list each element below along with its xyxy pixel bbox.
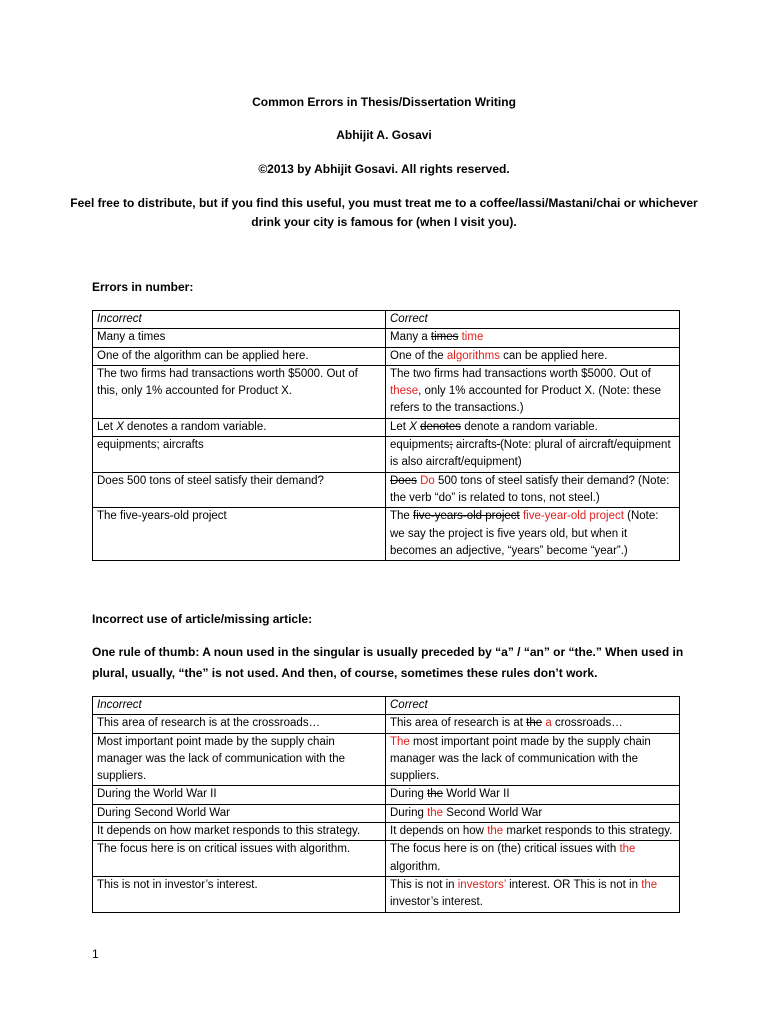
table-row xyxy=(93,733,680,786)
correct-text: The xyxy=(390,510,414,523)
correct-text: can be applied here. xyxy=(499,349,608,362)
correction-highlight: investors’ xyxy=(457,878,506,891)
correct-cell xyxy=(386,347,680,365)
incorrect-cell: Most important point made by the supply chain manager was the lack of communication with the suppliers. xyxy=(93,733,386,786)
correct-cell xyxy=(386,841,680,877)
incorrect-cell: Many a times xyxy=(93,329,386,347)
correct-text: most important point made by the supply chain manager was the lack of communication with the suppliers. xyxy=(390,735,651,783)
incorrect-text: denotes a random variable. xyxy=(123,420,267,433)
correct-cell xyxy=(386,733,680,786)
correct-text: World War II xyxy=(443,788,510,801)
correct-text: This area of research is at xyxy=(390,717,527,730)
correction-highlight: the xyxy=(427,806,444,819)
correction-highlight: Do xyxy=(420,474,435,487)
section-heading-article: Incorrect use of article/missing article: xyxy=(92,612,313,626)
table-row xyxy=(93,347,680,365)
incorrect-cell: One of the algorithm can be applied here. xyxy=(93,347,386,365)
article-errors-table xyxy=(92,696,680,913)
table-row xyxy=(93,715,680,733)
correction-highlight: the xyxy=(487,825,504,838)
struck-text: Does xyxy=(390,474,417,487)
correct-cell xyxy=(386,876,680,912)
correct-text: During xyxy=(390,806,428,819)
variable-text: X xyxy=(409,420,417,433)
table-row xyxy=(93,876,680,912)
correct-text: Let xyxy=(390,420,410,433)
correction-highlight: five-year-old project xyxy=(522,510,624,523)
table-header-row xyxy=(93,311,680,329)
column-header-correct: Correct xyxy=(386,697,680,715)
correction-highlight: the xyxy=(641,878,658,891)
correction-highlight: the xyxy=(619,843,636,856)
correct-cell xyxy=(386,508,680,561)
correct-text: Many a xyxy=(390,331,431,344)
correct-text: The focus here is on (the) critical issues with xyxy=(390,843,620,856)
incorrect-cell: The focus here is on critical issues with algorithm. xyxy=(93,841,386,877)
correct-cell xyxy=(386,804,680,822)
correct-cell xyxy=(386,329,680,347)
correct-text: , only 1% accounted for Product X. (Note: these refers to the transactions.) xyxy=(390,385,662,415)
incorrect-cell: Does 500 tons of steel satisfy their demand? xyxy=(93,472,386,508)
incorrect-cell: During the World War II xyxy=(93,786,386,804)
column-header-incorrect: Incorrect xyxy=(93,311,386,329)
incorrect-cell: It depends on how market responds to this strategy. xyxy=(93,823,386,841)
table-row xyxy=(93,841,680,877)
correct-text: market responds to this strategy. xyxy=(503,825,673,838)
correct-cell xyxy=(386,472,680,508)
distribution-note: Feel free to distribute, but if you find this useful, you must treat me to a coffee/lassi/Mastani/chai or whichever drink your city is famous for (when I visit you). xyxy=(70,196,698,229)
correct-text: crossroads… xyxy=(551,717,623,730)
table-row xyxy=(93,365,680,418)
table-row xyxy=(93,437,680,473)
correction-highlight: The xyxy=(390,735,410,748)
struck-text: the xyxy=(526,717,543,730)
page-number: 1 xyxy=(92,947,99,961)
correct-text: (Note: we say the project is five years old, but when it becomes an adjective, “years” become “year”.) xyxy=(390,510,659,557)
table-row xyxy=(93,508,680,561)
correct-text: interest. OR This is not in xyxy=(505,878,642,891)
column-header-incorrect: Incorrect xyxy=(93,697,386,715)
column-header-correct: Correct xyxy=(386,311,680,329)
correction-highlight: time xyxy=(461,331,484,344)
document-title: Common Errors in Thesis/Dissertation Writing xyxy=(252,95,516,109)
correct-cell xyxy=(386,823,680,841)
incorrect-cell: This area of research is at the crossroads… xyxy=(93,715,386,733)
incorrect-cell: equipments; aircrafts xyxy=(93,437,386,473)
correct-text: investor’s interest. xyxy=(390,896,483,909)
correct-cell xyxy=(386,437,680,473)
table-row xyxy=(93,418,680,436)
correct-text: One of the xyxy=(390,349,447,362)
struck-text: five-years-old project xyxy=(413,510,520,523)
incorrect-cell: The two firms had transactions worth $5000. Out of this, only 1% accounted for Product X. xyxy=(93,365,386,418)
table-row xyxy=(93,823,680,841)
correct-text: aircrafts xyxy=(452,439,497,452)
correct-text: (Note: plural of aircraft/equipment is also aircraft/equipment) xyxy=(390,439,671,469)
table-row xyxy=(93,786,680,804)
rule-of-thumb: One rule of thumb: A noun used in the singular is usually preceded by “a” / “an” or “the.” When used in plural, usually, “the” is not used. And then, of course, sometimes these rules don’t work. xyxy=(92,645,684,680)
correct-text: Second World War xyxy=(443,806,543,819)
incorrect-cell: The five-years-old project xyxy=(93,508,386,561)
incorrect-cell: During Second World War xyxy=(93,804,386,822)
table-header-row xyxy=(93,697,680,715)
correct-text: equipments xyxy=(390,439,450,452)
correction-highlight: a xyxy=(545,717,552,730)
number-errors-table xyxy=(92,310,680,561)
correction-highlight: algorithms xyxy=(446,349,500,362)
struck-text: the xyxy=(427,788,444,801)
correct-cell xyxy=(386,715,680,733)
variable-text: X xyxy=(116,420,124,433)
correct-text: This is not in xyxy=(390,878,458,891)
copyright-notice: ©2013 by Abhijit Gosavi. All rights reserved. xyxy=(258,162,510,176)
incorrect-text: Let xyxy=(97,420,117,433)
document-author: Abhijit A. Gosavi xyxy=(336,128,432,142)
correction-highlight: these xyxy=(390,385,419,398)
correct-cell xyxy=(386,786,680,804)
correct-text: During xyxy=(390,788,428,801)
table-row xyxy=(93,329,680,347)
correct-text: 500 tons of steel satisfy their demand? (Note: the verb “do” is related to tons, not steel.) xyxy=(390,474,670,504)
incorrect-cell: This is not in investor’s interest. xyxy=(93,876,386,912)
table-row xyxy=(93,472,680,508)
correct-text: The two firms had transactions worth $5000. Out of xyxy=(390,367,651,380)
section-heading-number: Errors in number: xyxy=(92,280,194,294)
correct-cell xyxy=(386,365,680,418)
table-row xyxy=(93,804,680,822)
struck-text: denotes xyxy=(420,420,461,433)
incorrect-cell xyxy=(93,418,386,436)
struck-text: times xyxy=(430,331,459,344)
correct-text: It depends on how xyxy=(390,825,488,838)
struck-text: ; xyxy=(449,439,453,452)
correct-cell xyxy=(386,418,680,436)
correct-text: denote a random variable. xyxy=(461,420,598,433)
correct-text: algorithm. xyxy=(390,860,441,873)
